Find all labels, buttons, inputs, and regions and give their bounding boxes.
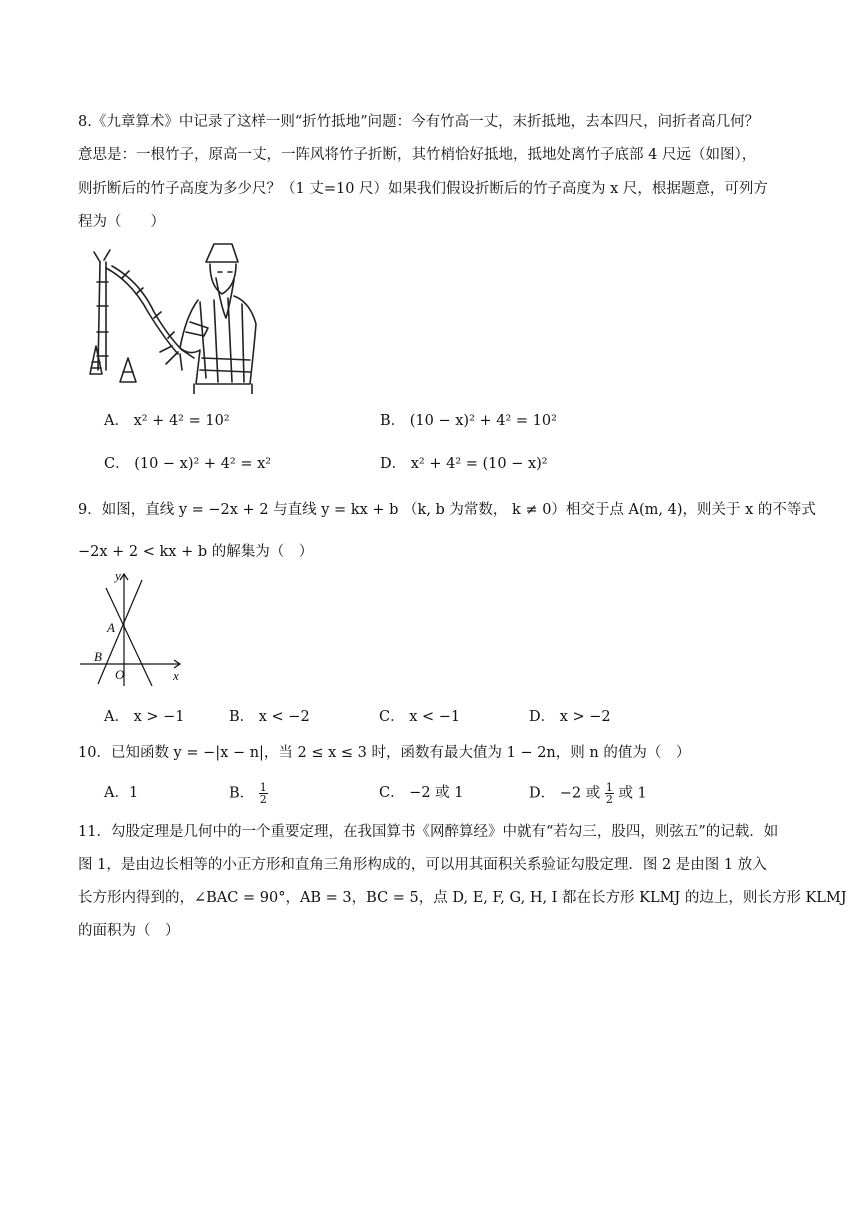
q11-line1: 11．勾股定理是几何中的一个重要定理，在我国算书《网醉算经》中就有“若勾三，股四，则弦五”的记载．如: [78, 824, 779, 840]
q9-option-a[interactable]: A． x > −1: [104, 709, 185, 725]
q10-option-b[interactable]: [229, 782, 268, 805]
q8-line4: 程为（ ）: [78, 214, 165, 230]
q10-option-c[interactable]: C． −2 或 1: [379, 785, 464, 801]
q9-option-b[interactable]: B． x < −2: [229, 709, 310, 725]
fraction-denominator: 2: [259, 793, 267, 806]
fraction-denominator: 2: [605, 793, 613, 806]
bamboo-scholar-illustration: [82, 238, 262, 394]
q9-option-d[interactable]: D． x > −2: [529, 709, 611, 725]
y-axis-label: y: [115, 568, 121, 583]
q8-line2: 意思是：一根竹子，原高一丈，一阵风将竹子折断，其竹梢恰好抵地，抵地处离竹子底部 4 尺远（如图），: [78, 147, 757, 163]
q10-option-d[interactable]: [529, 782, 647, 805]
q8-option-a[interactable]: A． x² + 4² = 10²: [104, 413, 230, 429]
q9-option-c[interactable]: C． x < −1: [379, 709, 461, 725]
q9-coordinate-graph: [76, 566, 188, 690]
q8-option-d[interactable]: D． x² + 4² = (10 − x)²: [380, 456, 548, 472]
point-a-label: A: [107, 620, 115, 635]
origin-label: O: [115, 667, 125, 682]
q10-option-b-prefix: B．: [229, 785, 255, 802]
q11-line3: 长方形内得到的，∠BAC = 90°，AB = 3，BC = 5，点 D, E, F, G, H, I 都在长方形 KLMJ 的边上，则长方形 KLMJ: [78, 890, 847, 906]
fraction-numerator: 1: [259, 781, 267, 794]
point-b-label: B: [94, 649, 102, 664]
q10-option-b-fraction: [259, 782, 268, 805]
x-axis-label: x: [173, 668, 179, 683]
q8-line1: 8.《九章算术》中记录了这样一则“折竹抵地”问题：今有竹高一丈，末折抵地，去本四尺，问折者高几何？: [78, 114, 760, 130]
q10-option-a[interactable]: A．1: [104, 785, 139, 801]
q10-option-d-fraction: [605, 782, 614, 805]
q8-option-c[interactable]: C． (10 − x)² + 4² = x²: [104, 456, 272, 472]
q11-line2: 图 1，是由边长相等的小正方形和直角三角形构成的，可以用其面积关系验证勾股定理．图 2 是由图 1 放入: [78, 857, 767, 873]
q11-line4: 的面积为（ ）: [78, 923, 180, 939]
q10-line1: 10．已知函数 y = −|x − n|，当 2 ≤ x ≤ 3 时，函数有最大值为 1 − 2n，则 n 的值为（ ）: [78, 745, 691, 761]
fraction-numerator: 1: [605, 781, 613, 794]
q10-option-d-prefix: D． −2 或: [529, 785, 601, 802]
q10-option-d-suffix: 或 1: [618, 785, 647, 802]
q9-line2: −2x + 2 < kx + b 的解集为（ ）: [78, 544, 314, 560]
q8-line3: 则折断后的竹子高度为多少尺？（1 丈=10 尺）如果我们假设折断后的竹子高度为 x 尺，根据题意，可列方: [78, 181, 768, 197]
line-decreasing: [106, 588, 152, 686]
q8-option-b[interactable]: B． (10 − x)² + 4² = 10²: [380, 413, 557, 429]
q9-line1: 9．如图，直线 y = −2x + 2 与直线 y = kx + b （k, b 为常数， k ≠ 0）相交于点 A(m, 4)，则关于 x 的不等式: [78, 502, 816, 518]
